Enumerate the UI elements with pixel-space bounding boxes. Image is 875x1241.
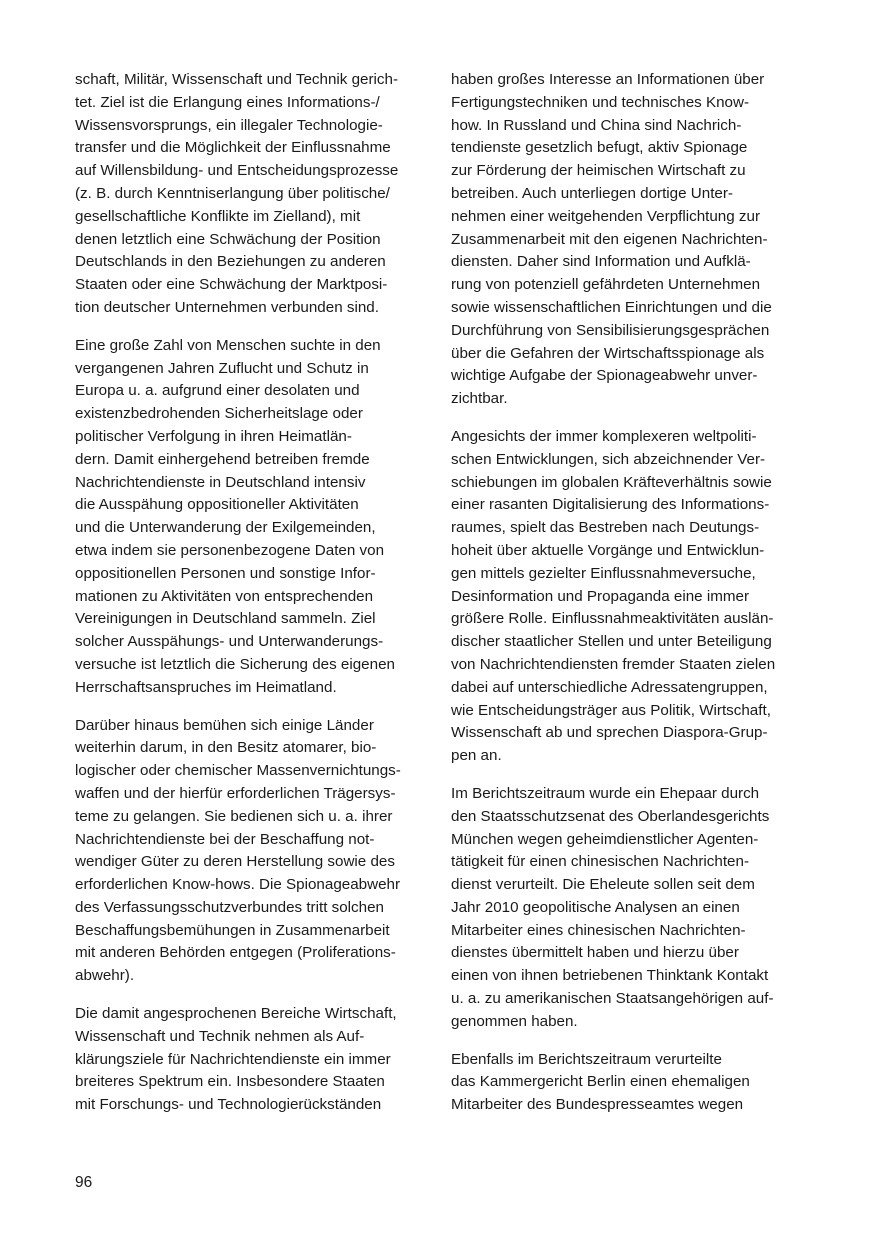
text-line: Desinformation und Propaganda eine immer: [451, 587, 750, 605]
text-line: dern. Damit einhergehend betreiben fremde: [75, 450, 370, 468]
text-line: dienst verurteilt. Die Eheleute sollen seit dem: [451, 876, 755, 894]
text-line: transfer und die Möglichkeit der Einflussnahme: [75, 139, 391, 157]
text-line: wichtige Aufgabe der Spionageabwehr unver-: [451, 367, 758, 385]
text-line: zichtbar.: [451, 390, 508, 408]
text-line: erforderlichen Know-hows. Die Spionageabwehr: [75, 876, 401, 894]
text-line: breiteres Spektrum ein. Insbesondere Staaten: [75, 1073, 385, 1091]
text-line: von Nachrichtendiensten fremder Staaten zielen: [451, 655, 776, 673]
text-line: diensten. Daher sind Information und Aufklä-: [451, 253, 751, 271]
paragraph: [75, 335, 425, 700]
text-line: mit Forschungs- und Technologierückständen: [75, 1096, 382, 1114]
text-line: Zusammenarbeit mit den eigenen Nachrichten-: [451, 230, 768, 248]
text-line: wie Entscheidungsträger aus Politik, Wirtschaft,: [451, 701, 771, 719]
text-line: Wissensvorsprungs, ein illegaler Technologie-: [75, 116, 383, 134]
text-line: über die Gefahren der Wirtschaftsspionage als: [451, 344, 765, 362]
text-line: (z. B. durch Kenntniserlangung über politische/: [75, 184, 390, 202]
text-line: und die Unterwanderung der Exilgemeinden,: [75, 519, 376, 537]
text-line: Die damit angesprochenen Bereiche Wirtschaft,: [75, 1005, 397, 1023]
text-line: Darüber hinaus bemühen sich einige Länder: [75, 716, 374, 734]
text-line: Wissenschaft ab und sprechen Diaspora-Grup-: [451, 724, 768, 742]
text-line: tet. Ziel ist die Erlangung eines Informations-/: [75, 93, 380, 111]
paragraph: [451, 426, 801, 768]
text-line: einen von ihnen betriebenen Thinktank Kontakt: [451, 967, 769, 985]
text-line: schen Entwicklungen, sich abzeichnender Ver-: [451, 450, 766, 468]
text-line: teme zu gelangen. Sie bedienen sich u. a. ihrer: [75, 807, 393, 825]
text-line: schiebungen im globalen Kräfteverhältnis sowie: [451, 473, 772, 491]
text-line: den Staatsschutzsenat des Oberlandesgerichts: [451, 807, 770, 825]
right-column: [451, 69, 801, 1132]
paragraph: [451, 1049, 801, 1117]
text-line: Nachrichtendienste bei der Beschaffung not-: [75, 830, 375, 848]
text-line: hoheit über aktuelle Vorgänge und Entwicklun-: [451, 541, 765, 559]
text-line: Jahr 2010 geopolitische Analysen an einen: [451, 898, 740, 916]
text-line: Deutschlands in den Beziehungen zu anderen: [75, 253, 386, 271]
text-line: gesellschaftliche Konflikte im Zielland), mit: [75, 207, 361, 225]
text-line: Angesichts der immer komplexeren weltpoliti-: [451, 427, 757, 445]
text-line: oppositionellen Personen und sonstige Infor-: [75, 564, 376, 582]
text-line: das Kammergericht Berlin einen ehemaligen: [451, 1073, 750, 1091]
text-line: Mitarbeiter des Bundespresseamtes wegen: [451, 1096, 744, 1114]
page-number: 96: [75, 1174, 93, 1191]
text-line: etwa indem sie personenbezogene Daten von: [75, 541, 385, 559]
text-line: Eine große Zahl von Menschen suchte in den: [75, 336, 381, 354]
paragraph: [75, 715, 425, 989]
text-line: gen mittels gezielter Einflussnahmeversuche,: [451, 564, 756, 582]
text-line: solcher Ausspähungs- und Unterwanderungs-: [75, 633, 384, 651]
text-line: denen letztlich eine Schwächung der Position: [75, 230, 381, 248]
text-line: klärungsziele für Nachrichtendienste ein immer: [75, 1050, 391, 1068]
text-line: u. a. zu amerikanischen Staatsangehörigen auf-: [451, 990, 774, 1008]
text-line: betreiben. Auch unterliegen dortige Unter-: [451, 184, 733, 202]
left-column: [75, 69, 425, 1132]
text-line: Vereinigungen in Deutschland sammeln. Ziel: [75, 610, 376, 628]
text-line: how. In Russland und China sind Nachrich-: [451, 116, 742, 134]
text-line: existenzbedrohenden Sicherheitslage oder: [75, 405, 363, 423]
text-line: mationen zu Aktivitäten von entsprechenden: [75, 587, 374, 605]
text-line: raumes, spielt das Bestreben nach Deutungs-: [451, 519, 760, 537]
text-line: größere Rolle. Einflussnahmeaktivitäten auslän-: [451, 610, 774, 628]
text-line: Europa u. a. aufgrund einer desolaten und: [75, 382, 360, 400]
text-line: München wegen geheimdienstlicher Agenten-: [451, 830, 759, 848]
text-line: dabei auf unterschiedliche Adressatengruppen,: [451, 678, 768, 696]
text-line: zur Förderung der heimischen Wirtschaft zu: [451, 162, 746, 180]
text-line: auf Willensbildung- und Entscheidungsprozesse: [75, 162, 399, 180]
text-line: logischer oder chemischer Massenvernichtungs-: [75, 762, 401, 780]
paragraph: [75, 1003, 425, 1117]
text-line: haben großes Interesse an Informationen über: [451, 71, 765, 88]
text-line: weiterhin darum, in den Besitz atomarer, bio-: [75, 739, 377, 757]
text-line: abwehr).: [75, 967, 135, 985]
text-line: nehmen einer weitgehenden Verpflichtung zur: [451, 207, 761, 225]
text-line: sowie wissenschaftlichen Einrichtungen und die: [451, 298, 772, 316]
text-line: discher staatlicher Stellen und unter Beteiligung: [451, 633, 772, 651]
text-line: genommen haben.: [451, 1012, 578, 1030]
text-line: tendienste gesetzlich befugt, aktiv Spionage: [451, 139, 748, 157]
text-line: schaft, Militär, Wissenschaft und Technik gerich-: [75, 71, 399, 88]
text-line: Beschaffungsbemühungen in Zusammenarbeit: [75, 921, 390, 939]
text-line: versuche ist letztlich die Sicherung des eigenen: [75, 655, 395, 673]
text-line: tion deutscher Unternehmen verbunden sind.: [75, 298, 379, 316]
text-line: Im Berichtszeitraum wurde ein Ehepaar durch: [451, 784, 760, 802]
text-line: Ebenfalls im Berichtszeitraum verurteilte: [451, 1050, 722, 1068]
paragraph: [451, 783, 801, 1034]
text-line: die Ausspähung oppositioneller Aktivitäten: [75, 496, 359, 514]
text-line: Fertigungstechniken und technisches Know-: [451, 93, 750, 111]
text-line: Herrschaftsanspruches im Heimatland.: [75, 678, 337, 696]
text-line: pen an.: [451, 747, 502, 765]
text-line: des Verfassungsschutzverbundes tritt solchen: [75, 898, 384, 916]
text-line: vergangenen Jahren Zuflucht und Schutz in: [75, 359, 369, 377]
text-line: waffen und der hierfür erforderlichen Trägersys-: [75, 784, 396, 802]
text-line: Wissenschaft und Technik nehmen als Auf-: [75, 1027, 365, 1045]
paragraph: [451, 69, 801, 411]
text-line: Nachrichtendienste in Deutschland intensiv: [75, 473, 366, 491]
text-line: Staaten oder eine Schwächung der Marktposi-: [75, 276, 388, 294]
text-line: Mitarbeiter eines chinesischen Nachrichten-: [451, 921, 746, 939]
text-line: politischer Verfolgung in ihren Heimatlän-: [75, 427, 352, 445]
text-line: tätigkeit für einen chinesischen Nachrichten-: [451, 853, 750, 871]
text-line: rung von potenziell gefährdeten Unternehmen: [451, 276, 761, 294]
paragraph: [75, 69, 425, 320]
text-line: Durchführung von Sensibilisierungsgesprächen: [451, 321, 770, 339]
text-line: mit anderen Behörden entgegen (Proliferations-: [75, 944, 396, 962]
text-line: einer rasanten Digitalisierung des Informations-: [451, 496, 770, 514]
text-line: wendiger Güter zu deren Herstellung sowie des: [75, 853, 395, 871]
text-line: dienstes übermittelt haben und hierzu über: [451, 944, 739, 962]
